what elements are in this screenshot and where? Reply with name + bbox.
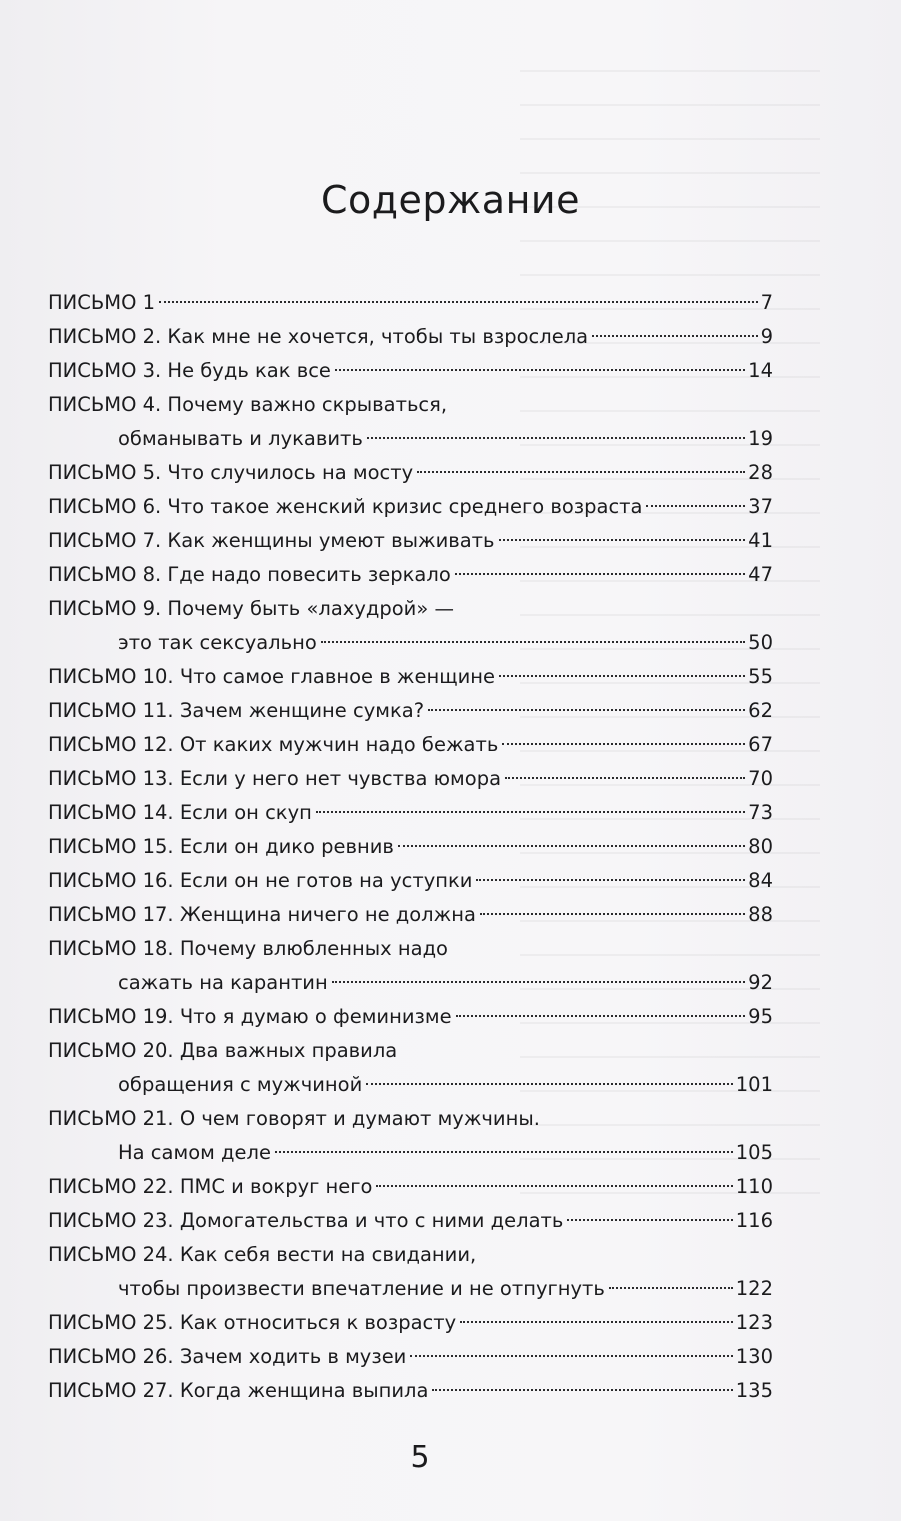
toc-entry-page: 14 <box>748 359 773 382</box>
toc-entry <box>48 524 773 558</box>
toc-entry-line <box>48 388 773 422</box>
toc-entry <box>48 864 773 898</box>
toc-entry-page: 88 <box>748 903 773 926</box>
toc-entry-title-continuation: На самом деле <box>118 1141 271 1164</box>
toc-entry-page: 105 <box>735 1141 773 1164</box>
toc-entry <box>48 1000 773 1034</box>
toc-entry <box>48 558 773 592</box>
dot-leader <box>159 301 758 303</box>
toc-entry-title: ПИСЬМО 18. Почему влюбленных надо <box>48 937 448 960</box>
toc-entry-page: 130 <box>735 1345 773 1368</box>
toc-entry-title: ПИСЬМО 5. Что случилось на мосту <box>48 461 414 484</box>
toc-entry-page: 80 <box>748 835 773 858</box>
dot-leader <box>398 845 745 847</box>
toc-entry-title: ПИСЬМО 25. Как относиться к возрасту <box>48 1311 457 1334</box>
toc-entry <box>48 456 773 490</box>
dot-leader <box>432 1389 732 1391</box>
dot-leader <box>476 879 745 881</box>
dot-leader <box>410 1355 732 1357</box>
toc-entry-title: ПИСЬМО 27. Когда женщина выпила <box>48 1379 429 1402</box>
toc-entry-title: ПИСЬМО 26. Зачем ходить в музеи <box>48 1345 407 1368</box>
toc-entry-title: ПИСЬМО 4. Почему важно скрываться, <box>48 393 448 416</box>
toc-entry-line <box>48 626 773 660</box>
dot-leader <box>367 437 745 439</box>
toc-entry <box>48 1374 773 1408</box>
toc-entry-title-continuation: чтобы произвести впечатление и не отпугнуть <box>118 1277 605 1300</box>
toc-entry-page: 9 <box>760 325 773 348</box>
toc-entry-line <box>48 1238 773 1272</box>
toc-entry-title: ПИСЬМО 19. Что я думаю о феминизме <box>48 1005 452 1028</box>
toc-entry-page: 37 <box>748 495 773 518</box>
toc-entry-line <box>48 1102 773 1136</box>
dot-leader <box>428 709 745 711</box>
toc-entry <box>48 694 773 728</box>
toc-entry-title-continuation: обращения с мужчиной <box>118 1073 363 1096</box>
toc-entry-page: 73 <box>748 801 773 824</box>
toc-entry <box>48 762 773 796</box>
toc-entry-title: ПИСЬМО 3. Не будь как все <box>48 359 331 382</box>
toc-entry-title: ПИСЬМО 21. О чем говорят и думают мужчины. <box>48 1107 540 1130</box>
toc-entry-page: 70 <box>748 767 773 790</box>
toc-entry-title: ПИСЬМО 16. Если он не готов на уступки <box>48 869 473 892</box>
toc-entry-line <box>48 422 773 456</box>
toc-entry-title: ПИСЬМО 24. Как себя вести на свидании, <box>48 1243 477 1266</box>
toc-entry-page: 55 <box>748 665 773 688</box>
toc-entry-page: 135 <box>735 1379 773 1402</box>
toc-entry <box>48 1340 773 1374</box>
page-title: Содержание <box>321 178 580 222</box>
dot-leader <box>417 471 745 473</box>
toc-entry-title: ПИСЬМО 23. Домогательства и что с ними делать <box>48 1209 564 1232</box>
toc-entry-page: 101 <box>735 1073 773 1096</box>
toc-entry-page: 116 <box>735 1209 773 1232</box>
table-of-contents <box>48 286 773 1408</box>
toc-entry-title: ПИСЬМО 17. Женщина ничего не должна <box>48 903 476 926</box>
dot-leader <box>499 675 745 677</box>
toc-entry-page: 122 <box>735 1277 773 1300</box>
toc-entry-line <box>48 1034 773 1068</box>
dot-leader <box>609 1287 733 1289</box>
toc-entry-title: ПИСЬМО 20. Два важных правила <box>48 1039 398 1062</box>
toc-entry <box>48 898 773 932</box>
dot-leader <box>321 641 745 643</box>
toc-entry <box>48 830 773 864</box>
dot-leader <box>455 573 745 575</box>
toc-entry-line <box>48 1068 773 1102</box>
toc-entry <box>48 1170 773 1204</box>
toc-entry-page: 67 <box>748 733 773 756</box>
toc-entry-page: 92 <box>748 971 773 994</box>
toc-entry-page: 7 <box>760 291 773 314</box>
toc-entry-page: 110 <box>735 1175 773 1198</box>
toc-entry <box>48 490 773 524</box>
dot-leader <box>567 1219 732 1221</box>
dot-leader <box>499 539 746 541</box>
toc-entry <box>48 286 773 320</box>
toc-entry-page: 84 <box>748 869 773 892</box>
toc-entry <box>48 1306 773 1340</box>
dot-leader <box>460 1321 733 1323</box>
toc-entry-title: ПИСЬМО 2. Как мне не хочется, чтобы ты взрослела <box>48 325 589 348</box>
toc-entry-page: 123 <box>735 1311 773 1334</box>
toc-entry-page: 19 <box>748 427 773 450</box>
toc-entry <box>48 1204 773 1238</box>
dot-leader <box>376 1185 732 1187</box>
dot-leader <box>332 981 745 983</box>
dot-leader <box>646 505 745 507</box>
toc-entry-line <box>48 1272 773 1306</box>
toc-entry <box>48 660 773 694</box>
toc-entry-title-continuation: обманывать и лукавить <box>118 427 363 450</box>
dot-leader <box>502 743 745 745</box>
toc-entry <box>48 320 773 354</box>
toc-entry-page: 47 <box>748 563 773 586</box>
dot-leader <box>480 913 745 915</box>
toc-entry-title: ПИСЬМО 1 <box>48 291 156 314</box>
toc-entry-title-continuation: это так сексуально <box>118 631 317 654</box>
dot-leader <box>316 811 745 813</box>
toc-entry-line <box>48 932 773 966</box>
dot-leader <box>592 335 757 337</box>
dot-leader <box>456 1015 746 1017</box>
toc-entry-title: ПИСЬМО 6. Что такое женский кризис среднего возраста <box>48 495 643 518</box>
toc-entry-page: 28 <box>748 461 773 484</box>
toc-entry-title: ПИСЬМО 13. Если у него нет чувства юмора <box>48 767 502 790</box>
dot-leader <box>335 369 745 371</box>
toc-entry-title: ПИСЬМО 14. Если он скуп <box>48 801 312 824</box>
toc-entry-line <box>48 1136 773 1170</box>
dot-leader <box>275 1151 733 1153</box>
toc-entry <box>48 728 773 762</box>
toc-entry-title: ПИСЬМО 7. Как женщины умеют выживать <box>48 529 495 552</box>
toc-entry-page: 41 <box>748 529 773 552</box>
toc-entry-title: ПИСЬМО 8. Где надо повесить зеркало <box>48 563 451 586</box>
toc-entry-page: 50 <box>748 631 773 654</box>
toc-entry-page: 62 <box>748 699 773 722</box>
page-number: 5 <box>410 1440 430 1475</box>
dot-leader <box>505 777 745 779</box>
toc-entry <box>48 796 773 830</box>
toc-entry <box>48 354 773 388</box>
toc-entry-title: ПИСЬМО 10. Что самое главное в женщине <box>48 665 496 688</box>
toc-entry-title: ПИСЬМО 11. Зачем женщине сумка? <box>48 699 425 722</box>
toc-entry-line <box>48 592 773 626</box>
toc-entry-title-continuation: сажать на карантин <box>118 971 328 994</box>
toc-entry-page: 95 <box>748 1005 773 1028</box>
dot-leader <box>366 1083 732 1085</box>
toc-entry-line <box>48 966 773 1000</box>
toc-entry-title: ПИСЬМО 12. От каких мужчин надо бежать <box>48 733 499 756</box>
toc-entry-title: ПИСЬМО 15. Если он дико ревнив <box>48 835 394 858</box>
toc-entry-title: ПИСЬМО 9. Почему быть «лахудрой» — <box>48 597 454 620</box>
toc-entry-title: ПИСЬМО 22. ПМС и вокруг него <box>48 1175 373 1198</box>
